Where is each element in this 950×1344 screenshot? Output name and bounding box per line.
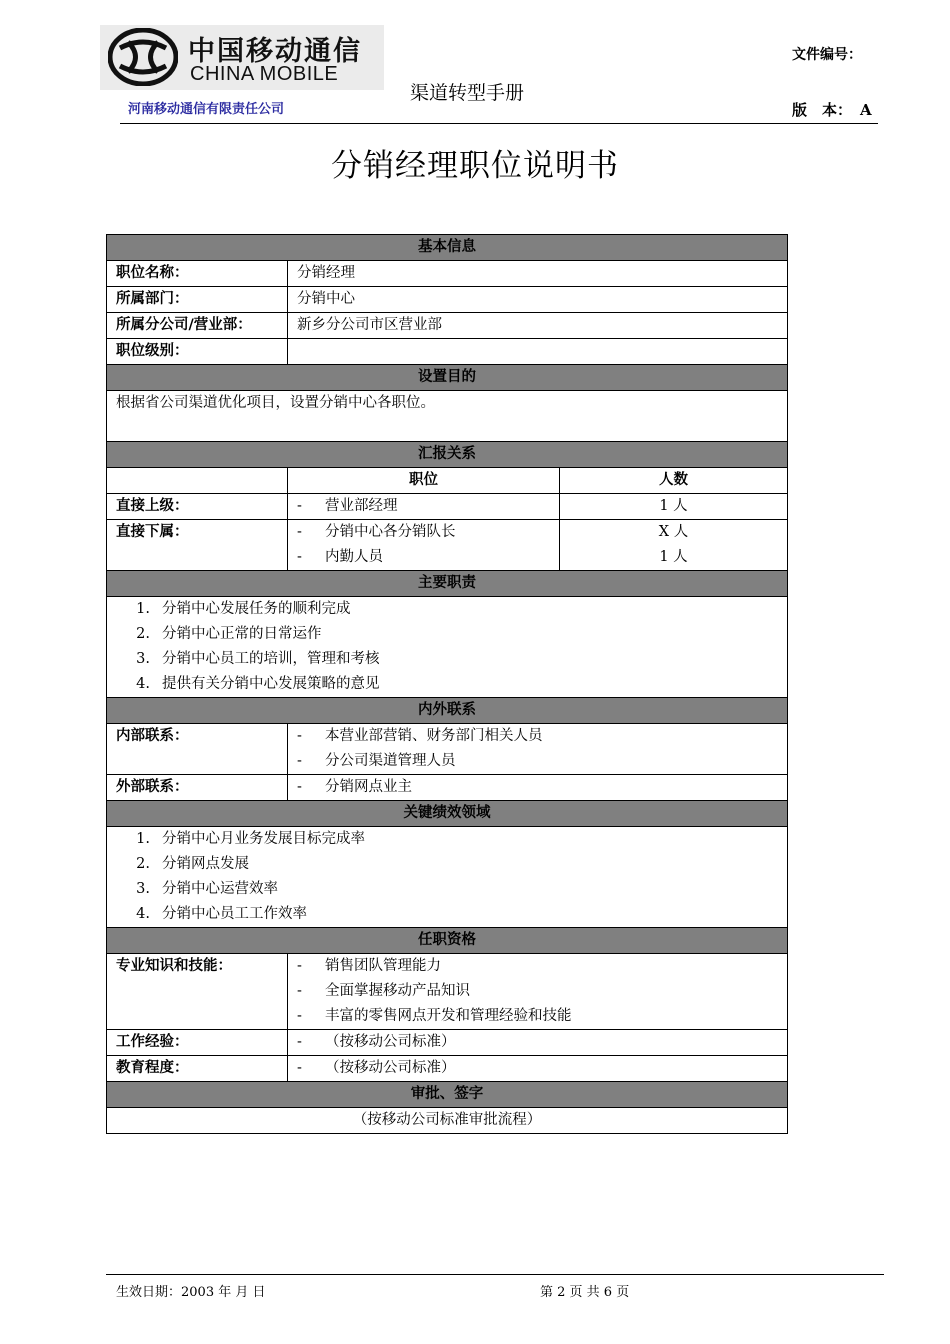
logo-text-en: CHINA MOBILE [190, 63, 339, 85]
superior-count: 1 人 [560, 494, 788, 520]
section-kpi: 关键绩效领域 [107, 801, 788, 827]
column-header-position: 职位 [288, 468, 560, 494]
education-label: 教育程度： [107, 1056, 288, 1082]
experience-label: 工作经验： [107, 1030, 288, 1056]
list-item: 2. 分销中心正常的日常运作 [136, 626, 322, 642]
table-row [107, 494, 788, 520]
page-number: 第 2 页 共 6 页 [540, 1285, 630, 1300]
department-label: 所属部门： [107, 287, 288, 313]
list-item: 1. 分销中心月业务发展目标完成率 [136, 831, 365, 847]
section-reporting: 汇报关系 [107, 442, 788, 468]
list-item: - 分销中心各分销队长 [297, 524, 456, 540]
subordinate-positions [288, 520, 560, 571]
position-level-value [288, 339, 788, 365]
list-item: - 分销网点业主 [297, 779, 412, 795]
position-name-label: 职位名称： [107, 261, 288, 287]
china-mobile-logo-icon [108, 28, 178, 86]
external-contact-label: 外部联系： [107, 775, 288, 801]
branch-value: 新乡分公司市区营业部 [288, 313, 788, 339]
list-item: - 内勤人员 [297, 549, 383, 565]
section-approval: 审批、签字 [107, 1082, 788, 1108]
list-item: 2. 分销网点发展 [136, 856, 249, 872]
section-basic-info: 基本信息 [107, 235, 788, 261]
approval-text: （按移动公司标准审批流程） [107, 1108, 788, 1134]
logo-text-cn: 中国移动通信 [188, 36, 362, 67]
page-title: 分销经理职位说明书 [331, 148, 619, 184]
list-item: - 本营业部营销、财务部门相关人员 [297, 728, 543, 744]
version-field [792, 99, 872, 120]
section-qualifications: 任职资格 [107, 928, 788, 954]
department-value: 分销中心 [288, 287, 788, 313]
list-item: 4. 提供有关分销中心发展策略的意见 [136, 676, 380, 692]
effective-date: 生效日期：2003 年 月 日 [116, 1285, 266, 1300]
branch-label: 所属分公司/营业部： [107, 313, 288, 339]
section-contacts: 内外联系 [107, 698, 788, 724]
superior-position: - 营业部经理 [288, 494, 560, 520]
list-item: 1. 分销中心发展任务的顺利完成 [136, 601, 351, 617]
logo [100, 25, 384, 90]
purpose-text: 根据省公司渠道优化项目，设置分销中心各职位。 [107, 391, 788, 442]
internal-contact-list [288, 724, 788, 775]
education-value: - （按移动公司标准） [288, 1056, 788, 1082]
section-duties: 主要职责 [107, 571, 788, 597]
internal-contact-label: 内部联系： [107, 724, 288, 775]
subordinate-label: 直接下属： [107, 520, 288, 571]
position-level-label: 职位级别： [107, 339, 288, 365]
list-item: 3. 分销中心运营效率 [136, 881, 278, 897]
superior-label: 直接上级： [107, 494, 288, 520]
list-item: - 全面掌握移动产品知识 [297, 983, 470, 999]
table-row [107, 520, 788, 571]
document-number-label: 文件编号： [792, 47, 862, 63]
kpi-list [107, 827, 788, 928]
skills-label: 专业知识和技能： [107, 954, 288, 1030]
manual-title: 渠道转型手册 [410, 82, 525, 104]
version-value: A [860, 101, 872, 119]
position-name-value: 分销经理 [288, 261, 788, 287]
job-description-table [106, 234, 788, 1134]
section-purpose: 设置目的 [107, 365, 788, 391]
company-name: 河南移动通信有限责任公司 [128, 102, 285, 117]
list-item: - 分公司渠道管理人员 [297, 753, 456, 769]
list-item: - 丰富的零售网点开发和管理经验和技能 [297, 1008, 572, 1024]
duties-list [107, 597, 788, 698]
list-item: - 销售团队管理能力 [297, 958, 441, 974]
experience-value: - （按移动公司标准） [288, 1030, 788, 1056]
list-item: 3. 分销中心员工的培训，管理和考核 [136, 651, 380, 667]
header-divider [120, 123, 878, 124]
skills-list [288, 954, 788, 1030]
external-contact-list [288, 775, 788, 801]
footer-divider [106, 1274, 884, 1275]
subordinate-counts: X 人 1 人 [560, 520, 788, 571]
column-header-count: 人数 [560, 468, 788, 494]
version-label: 版 本： [792, 101, 853, 119]
list-item: 4. 分销中心员工工作效率 [136, 906, 307, 922]
